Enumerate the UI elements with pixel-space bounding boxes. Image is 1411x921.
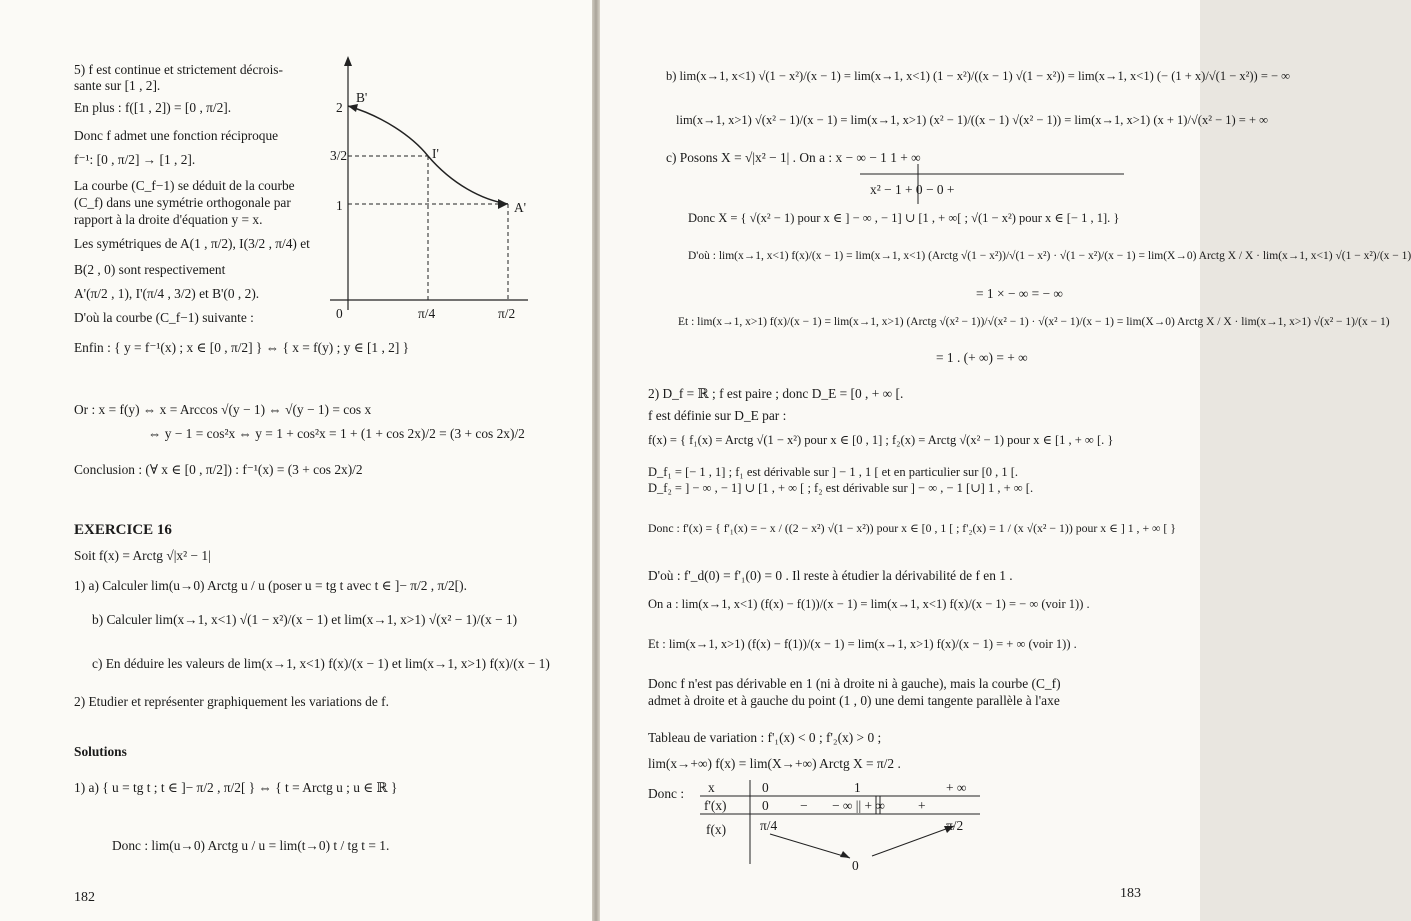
text-line: b) lim(x→1, x<1) √(1 − x²)/(x − 1) = lim(x→1, x<1) (1 − x²)/((x − 1) √(1 − x²)) = lim(x→1, x<1) (− (1 + x)/√(1 − x²)) = − ∞ [666,69,1291,83]
text-line: Soit f(x) = Arctg √|x² − 1| [74,548,211,563]
text-line: f⁻¹: [0 , π/2] → [1 , 2]. [74,152,196,167]
text-line: A'(π/2 , 1), I'(π/4 , 3/2) et B'(0 , 2). [74,286,260,301]
text-line: x² − 1 + 0 − 0 + [870,182,955,197]
text-line: La courbe (C_f−1) se déduit de la courbe [74,178,295,193]
table-cell: 0 [762,780,769,795]
graph-label: 0 [336,306,343,321]
text-line: 1) a) Calculer lim(u→0) Arctg u / u (poser u = tg t avec t ∈ ]− π/2 , π/2[). [74,578,467,593]
text-line: = 1 . (+ ∞) = + ∞ [936,350,1028,365]
text-line: D_f₁ = [− 1 , 1] ; f₁ est dérivable sur ] − 1 , 1 [ et en particulier sur [0 , 1 [. [648,465,1019,479]
left-page [0,0,592,921]
text-line: 2) Etudier et représenter graphiquement les variations de f. [74,694,389,709]
text-line: Donc X = { √(x² − 1) pour x ∈ ] − ∞ , − 1] ∪ [1 , + ∞[ ; √(1 − x²) pour x ∈ [− 1 , 1]. } [688,211,1120,225]
graph-label: 3/2 [330,148,348,163]
text-line: b) Calculer lim(x→1, x<1) √(1 − x²)/(x − 1) et lim(x→1, x>1) √(x² − 1)/(x − 1) [92,612,518,627]
table-cell: − ∞ || + ∞ [832,798,885,813]
right-page [600,0,1411,921]
page-number: 182 [74,890,95,905]
table-cell: − [800,798,808,813]
table-cell: π/2 [946,818,964,833]
variation-table-lines [700,780,980,864]
text-line: f est définie sur D_E par : [648,408,787,423]
text-line: c) Posons X = √|x² − 1| . On a : x − ∞ − 1 1 + ∞ [666,150,921,165]
text-line: admet à droite et à gauche du point (1 , 0) une demi tangente parallèle à l'axe [648,693,1060,708]
text-line: 2) D_f = ℝ ; f est paire ; donc D_E = [0 , + ∞ [. [648,386,904,401]
graph-label: π/2 [498,306,516,321]
table-cell: 1 [854,780,861,795]
text-line: Enfin : { y = f⁻¹(x) ; x ∈ [0 , π/2] } ⇔ { x = f(y) ; y ∈ [1 , 2] } [74,340,410,355]
table-cell: f'(x) [704,798,727,813]
text-line: Conclusion : (∀ x ∈ [0 , π/2]) : f⁻¹(x) = (3 + cos 2x)/2 [74,462,363,477]
text-line: = 1 × − ∞ = − ∞ [976,286,1063,301]
text-line: 5) f est continue et strictement décrois- [74,62,283,77]
text-line: Et : lim(x→1, x>1) f(x)/(x − 1) = lim(x→1, x>1) (Arctg √(x² − 1))/√(x² − 1) · √(x² − 1)/(x − 1) = lim(X→0) Arctg X / X · lim(x→1, x>1) √(x² − 1)/(x − 1) [678,316,1390,328]
text-line: Donc f admet une fonction réciproque [74,128,279,143]
graph-label: π/4 [418,306,436,321]
text-line: D'où la courbe (C_f−1) suivante : [74,310,254,325]
text-line: c) En déduire les valeurs de lim(x→1, x<1) f(x)/(x − 1) et lim(x→1, x>1) f(x)/(x − 1) [92,656,550,671]
book-gutter [592,0,600,921]
solutions-title: Solutions [74,744,127,759]
table-cell: f(x) [706,822,727,837]
text-line: En plus : f([1 , 2]) = [0 , π/2]. [74,100,232,115]
table-cell: + ∞ [946,780,967,795]
text-line: f(x) = { f₁(x) = Arctg √(1 − x²) pour x ∈ [0 , 1] ; f₂(x) = Arctg √(x² − 1) pour x ∈ [1 , + ∞ [. } [648,433,1114,447]
text-line: (C_f) dans une symétrie orthogonale par [74,195,291,210]
text-line: 1) a) { u = tg t ; t ∈ ]− π/2 , π/2[ } ⇔ { t = Arctg u ; u ∈ ℝ } [74,780,398,795]
text-line: Donc : [648,786,685,801]
text-line: Donc : f'(x) = { f'₁(x) = − x / ((2 − x²) √(1 − x²)) pour x ∈ [0 , 1 [ ; f'₂(x) = 1 / (x √(x² − 1)) pour x ∈ ] 1 , + ∞ [ } [648,521,1176,535]
text-line: lim(x→1, x>1) √(x² − 1)/(x − 1) = lim(x→1, x>1) (x² − 1)/((x − 1) √(x² − 1)) = lim(x→1, x>1) (x + 1)/√(x² − 1) = + ∞ [676,113,1269,127]
graph-label: I' [432,146,439,161]
text-line: D_f₂ = ] − ∞ , − 1] ∪ [1 , + ∞ [ ; f₂ est dérivable sur ] − ∞ , − 1 [∪] 1 , + ∞ [. [648,481,1034,495]
page-number: 183 [1120,886,1141,901]
graph-label: 2 [336,100,343,115]
table-cell: 0 [762,798,769,813]
graph-label: 1 [336,198,343,213]
text-line: ⇔ y − 1 = cos²x ⇔ y = 1 + cos²x = 1 + (1 + cos 2x)/2 = (3 + cos 2x)/2 [148,426,525,441]
text-line: D'où : f'_d(0) = f'₁(0) = 0 . Il reste à étudier la dérivabilité de f en 1 . [648,568,1013,583]
sign-table-lines [860,164,1124,204]
text-line: Donc f n'est pas dérivable en 1 (ni à droite ni à gauche), mais la courbe (C_f) [648,676,1061,691]
inverse-function-graph [322,56,532,346]
text-line: rapport à la droite d'équation y = x. [74,212,263,227]
exercise-title: EXERCICE 16 [74,522,172,538]
table-cell: 0 [852,858,859,873]
table-cell: x [708,780,715,795]
text-line: B(2 , 0) sont respectivement [74,262,226,277]
graph-label: B' [356,90,368,105]
text-line: Donc : lim(u→0) Arctg u / u = lim(t→0) t / tg t = 1. [112,838,390,853]
text-line: On a : lim(x→1, x<1) (f(x) − f(1))/(x − 1) = lim(x→1, x<1) f(x)/(x − 1) = − ∞ (voir 1)) . [648,597,1090,611]
table-cell: π/4 [760,818,778,833]
text-line: lim(x→+∞) f(x) = lim(X→+∞) Arctg X = π/2 . [648,756,901,771]
text-line: Or : x = f(y) ⇔ x = Arccos √(y − 1) ⇔ √(y − 1) = cos x [74,402,372,417]
table-cell: + [918,798,926,813]
text-line: D'où : lim(x→1, x<1) f(x)/(x − 1) = lim(x→1, x<1) (Arctg √(1 − x²))/√(1 − x²) · √(1 − x²)/(x − 1) = lim(X→0) Arctg X / X · lim(x→1, x<1) √(1 − x²)/(x − 1) [688,250,1411,262]
text-line: Tableau de variation : f'₁(x) < 0 ; f'₂(x) > 0 ; [648,730,882,745]
text-line: Et : lim(x→1, x>1) (f(x) − f(1))/(x − 1) = lim(x→1, x>1) f(x)/(x − 1) = + ∞ (voir 1)) . [648,637,1077,651]
text-line: sante sur [1 , 2]. [74,78,161,93]
graph-label: A' [514,200,527,215]
text-line: Les symétriques de A(1 , π/2), I(3/2 , π/4) et [74,236,310,251]
